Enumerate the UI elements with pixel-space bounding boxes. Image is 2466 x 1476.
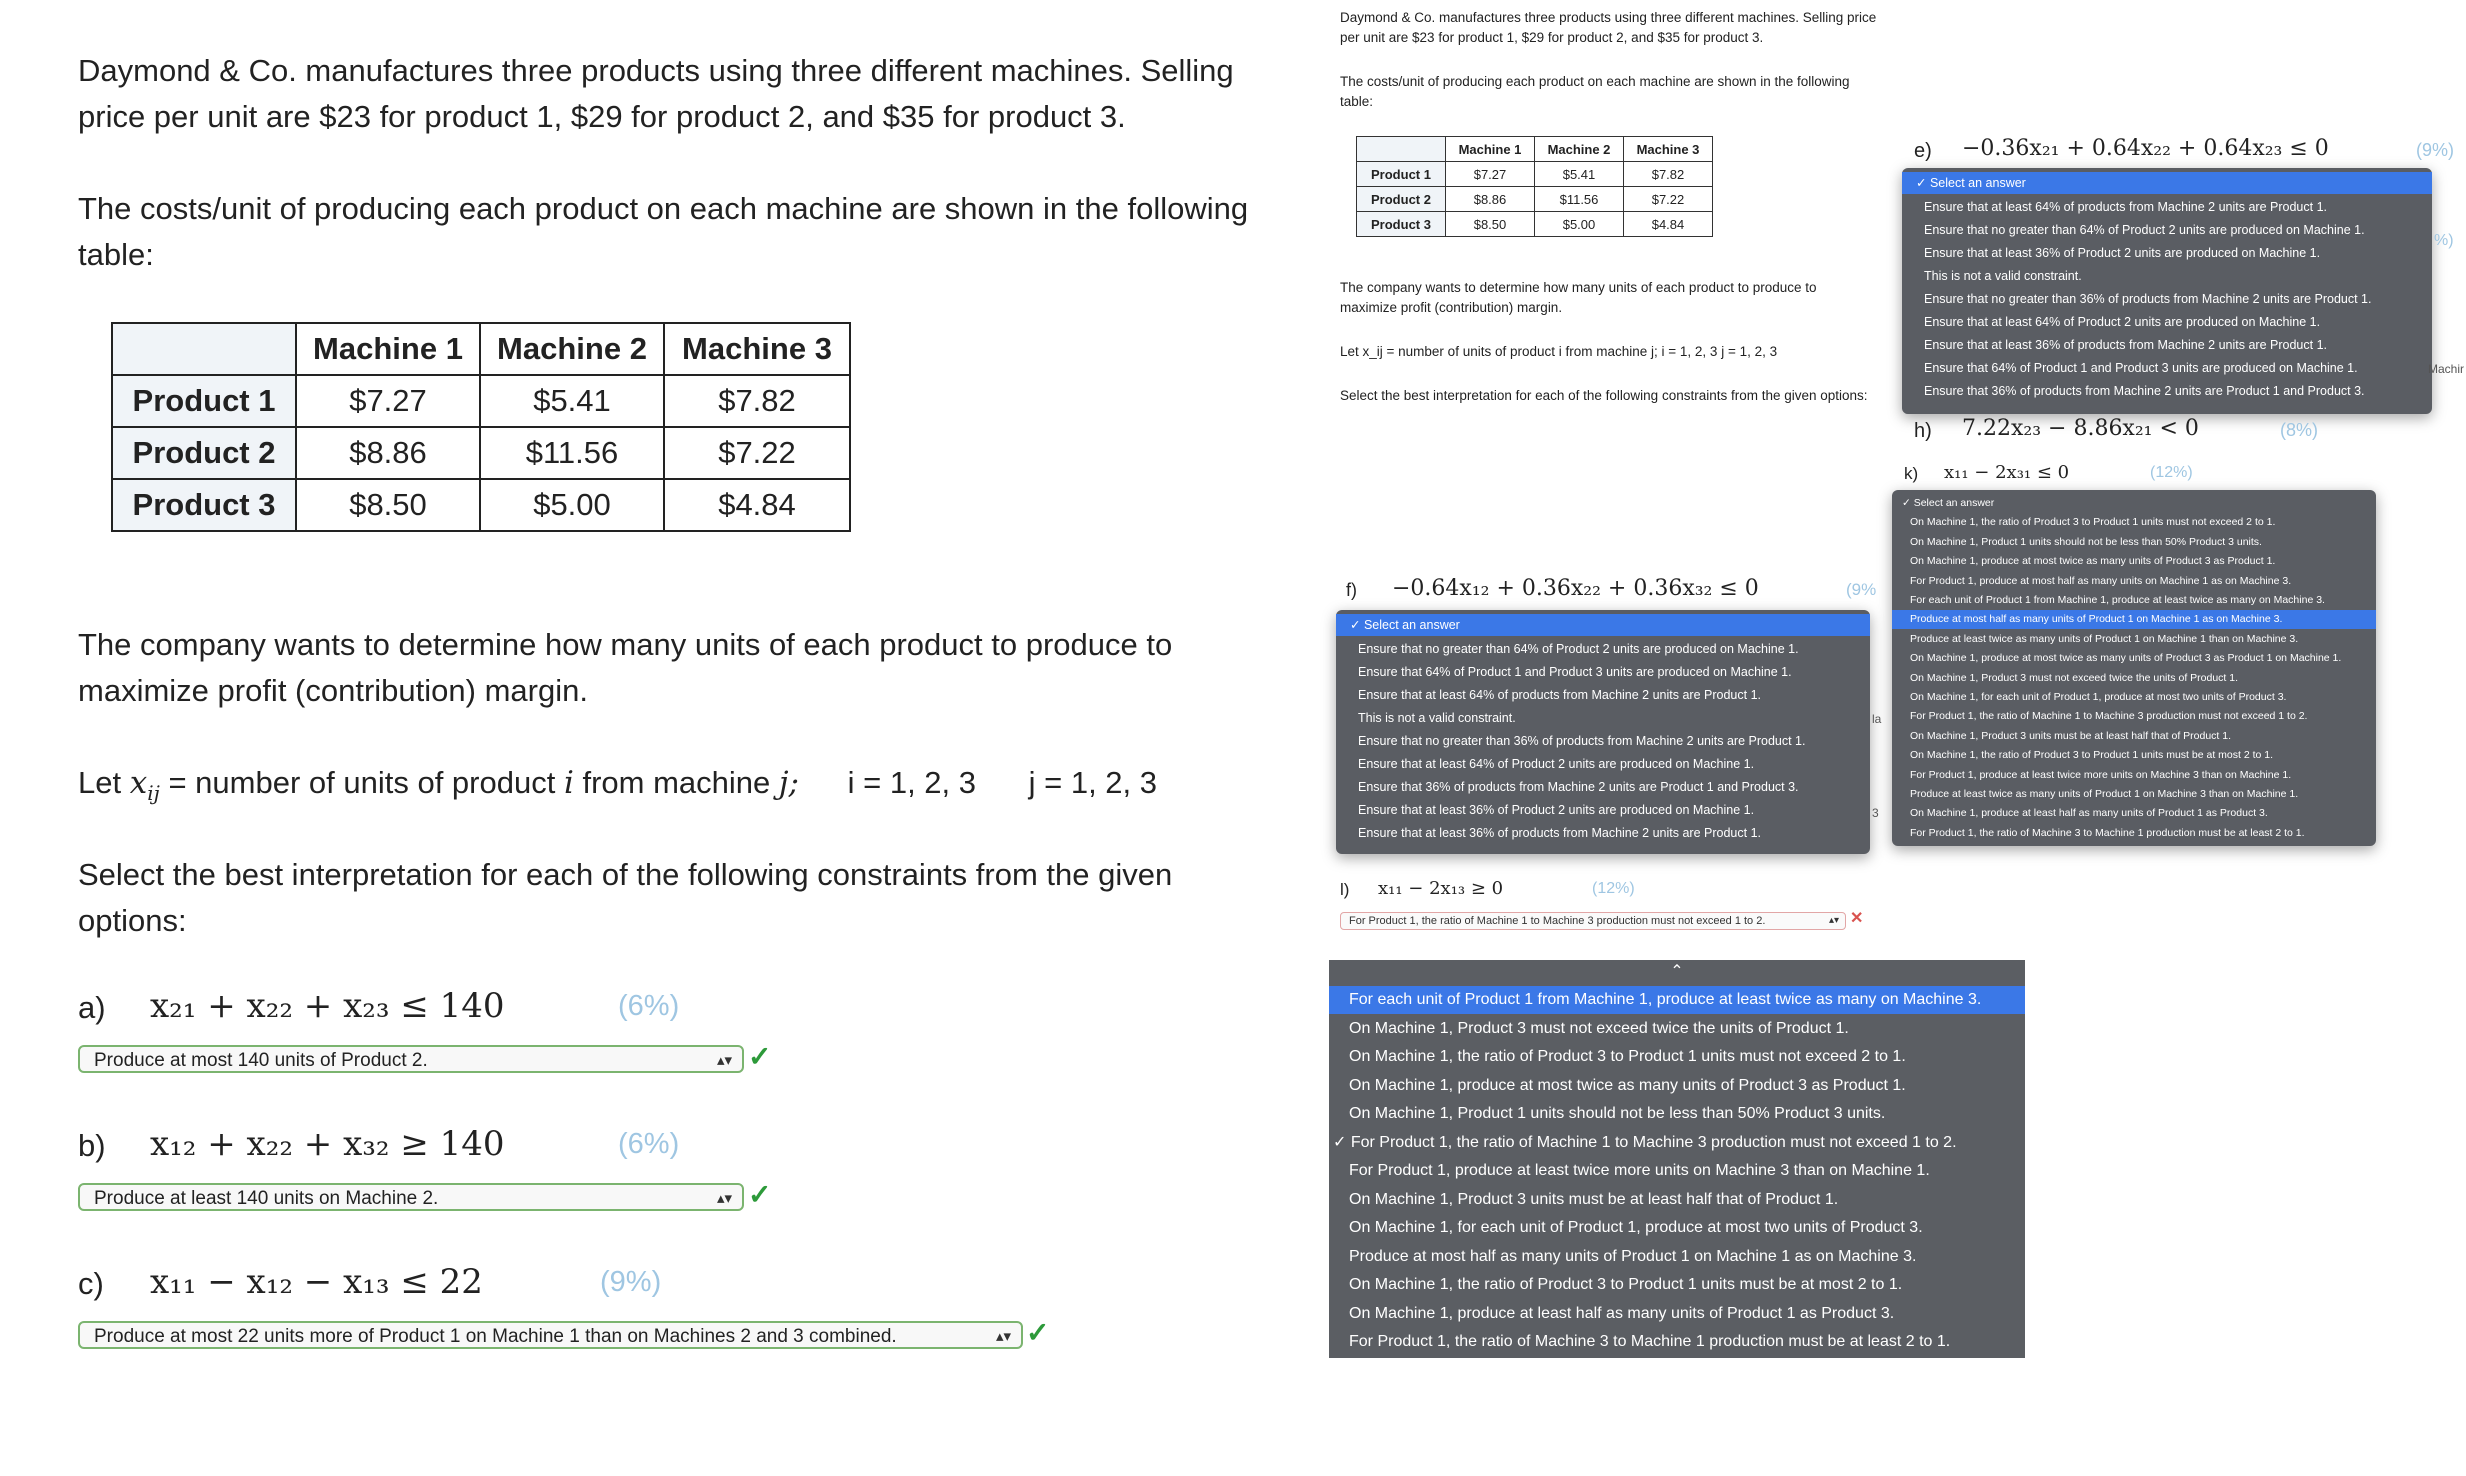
table-row: Product 1 $7.27 $5.41 $7.82	[1357, 162, 1713, 187]
row-label: Product 1	[112, 375, 296, 427]
dropdown-option[interactable]: On Machine 1, Product 1 units should not be less than 50% Product 3 units.	[1910, 535, 2262, 548]
right-intro: Daymond & Co. manufactures three products using three different machines. Selling price per unit are $23 for product 1, $29 for product 2, and $35 for product 3.	[1340, 10, 1877, 45]
dropdown-option[interactable]: Ensure that no greater than 64% of Product 2 units are produced on Machine 1.	[1924, 223, 2365, 237]
dropdown-option[interactable]: Ensure that at least 64% of products from Machine 2 units are Product 1.	[1924, 200, 2327, 214]
dropdown-option[interactable]: Ensure that 36% of products from Machine 2 units are Product 1 and Product 3.	[1358, 780, 1799, 794]
dropdown-option[interactable]: On Machine 1, for each unit of Product 1, produce at most two units of Product 3.	[1910, 691, 2287, 703]
dropdown-option[interactable]: On Machine 1, the ratio of Product 3 to Product 1 units must not exceed 2 to 1.	[1349, 1048, 1906, 1065]
select-arrows-icon: ▴▾	[716, 1052, 732, 1069]
weight-percent: (9%)	[600, 1266, 662, 1298]
dropdown-l-expanded[interactable]	[1329, 960, 2025, 1358]
weight-percent-f: (9%	[1846, 580, 1877, 599]
table-header-row	[112, 323, 850, 375]
dropdown-option[interactable]: Produce at most half as many units of Product 1 on Machine 1 as on Machine 3.	[1349, 1247, 1917, 1265]
i-range: i = 1, 2, 3	[847, 765, 976, 800]
select-arrows-icon: ▴▾	[995, 1328, 1011, 1345]
edge-fragment: Machir	[2428, 362, 2465, 376]
table-corner-cell	[112, 323, 296, 375]
variable-definition: Let $x_{ij}$ = number of units of product i from machine j; i = 1, 2, 3 j = 1, 2, 3	[78, 765, 1158, 806]
table-header-cell: Machine 1	[1446, 137, 1535, 162]
dropdown-option[interactable]: For Product 1, produce at least twice more units on Machine 3 than on Machine 1.	[1910, 768, 2292, 781]
constraint-expression-e: −0.36x₂₁ + 0.64x₂₂ + 0.64x₂₃ ≤ 0	[1962, 136, 2329, 161]
weight-percent-k: (12%)	[2150, 464, 2193, 481]
answer-select-l[interactable]: For Product 1, the ratio of Machine 1 to Machine 3 production must not exceed 1 to 2. ▴▾	[1340, 912, 1846, 930]
question-label: b)	[78, 1128, 106, 1163]
table-row: Product 3 $8.50 $5.00 $4.84	[1357, 212, 1713, 237]
dropdown-option[interactable]: Ensure that at least 64% of Product 2 units are produced on Machine 1.	[1924, 315, 2321, 329]
edge-fragment: 3	[1872, 806, 1879, 820]
dropdown-option[interactable]: ✓ Select an answer	[1902, 497, 1995, 509]
weight-percent: (6%)	[618, 990, 680, 1022]
dropdown-option[interactable]: Ensure that at least 64% of Product 2 units are produced on Machine 1.	[1358, 757, 1755, 771]
check-icon: ✓	[748, 1041, 772, 1072]
dropdown-option[interactable]: For each unit of Product 1 from Machine 1, produce at least twice as many on Machine 3.	[1329, 986, 2025, 1014]
table-header-cell: Machine 2	[480, 323, 664, 375]
dropdown-option[interactable]: Ensure that at least 64% of products from Machine 2 units are Product 1.	[1358, 688, 1761, 702]
constraint-expression: x₁₂ + x₂₂ + x₃₂ ≥ 140	[150, 1124, 505, 1164]
table-header-cell: Machine 3	[1624, 137, 1713, 162]
table-cell: $5.00	[480, 479, 664, 531]
dropdown-e[interactable]	[1902, 168, 2432, 414]
dropdown-option[interactable]: For Product 1, the ratio of Machine 3 to Machine 1 production must be at least 2 to 1.	[1910, 826, 2305, 839]
dropdown-option[interactable]: For each unit of Product 1 from Machine 1, produce at least twice as many on Machine 3.	[1910, 594, 2325, 606]
constraint-expression-k: x₁₁ − 2x₃₁ ≤ 0	[1944, 462, 2070, 483]
dropdown-option[interactable]: ✓ Select an answer	[1902, 172, 2432, 194]
right-goal: The company wants to determine how many units of each product to produce to maximize profit (contribution) margin.	[1340, 280, 1817, 315]
dropdown-option[interactable]: For Product 1, produce at most half as many units on Machine 1 as on Machine 3.	[1910, 574, 2292, 587]
table-cell: $5.41	[480, 375, 664, 427]
dropdown-option[interactable]: This is not a valid constraint.	[1924, 269, 2082, 283]
dropdown-option[interactable]: For Product 1, the ratio of Machine 3 to Machine 1 production must be at least 2 to 1.	[1349, 1333, 1951, 1350]
dropdown-option[interactable]: Ensure that no greater than 36% of products from Machine 2 units are Product 1.	[1924, 292, 2372, 306]
dropdown-option[interactable]: Ensure that at least 36% of Product 2 units are produced on Machine 1.	[1358, 803, 1755, 817]
question-label-h: h)	[1914, 420, 1932, 442]
answer-select[interactable]: Produce at most 22 units more of Product 1 on Machine 1 than on Machines 2 and 3 combined. ▴▾	[78, 1321, 1023, 1349]
table-row	[112, 427, 850, 479]
dropdown-option[interactable]: On Machine 1, produce at most twice as many units of Product 3 as Product 1 on Machine 1.	[1910, 652, 2342, 665]
edge-fragment: %)	[2434, 232, 2454, 249]
dropdown-option[interactable]: ✓ For Product 1, the ratio of Machine 1 to Machine 3 production must not exceed 1 to 2.	[1333, 1133, 1957, 1151]
dropdown-option[interactable]: For Product 1, produce at least twice more units on Machine 3 than on Machine 1.	[1349, 1162, 1930, 1179]
dropdown-option[interactable]: On Machine 1, the ratio of Product 3 to Product 1 units must be at most 2 to 1.	[1349, 1276, 1903, 1293]
scroll-up-icon[interactable]: ⌃	[1670, 963, 1684, 980]
weight-percent-e: (9%)	[2416, 140, 2455, 160]
dropdown-option[interactable]: ✓ Select an answer	[1336, 614, 1870, 636]
row-label: Product 2	[112, 427, 296, 479]
dropdown-option[interactable]: On Machine 1, the ratio of Product 3 to Product 1 units must be at most 2 to 1.	[1910, 749, 2274, 762]
dropdown-option[interactable]: Ensure that 64% of Product 1 and Product 3 units are produced on Machine 1.	[1924, 361, 2358, 375]
dropdown-option[interactable]: On Machine 1, Product 1 units should not be less than 50% Product 3 units.	[1349, 1105, 1886, 1122]
dropdown-option[interactable]: On Machine 1, Product 3 units must be at least half that of Product 1.	[1349, 1190, 1839, 1208]
goal-text: The company wants to determine how many units of each product to produce to maximize profit (contribution) margin.	[78, 627, 1173, 708]
table-row: Product 2 $8.86 $11.56 $7.22	[1357, 187, 1713, 212]
right-cost-table	[1356, 136, 1713, 237]
constraint-expression: x₂₁ + x₂₂ + x₂₃ ≤ 140	[150, 986, 505, 1026]
table-header-cell: Machine 1	[296, 323, 480, 375]
cost-table	[111, 322, 851, 532]
dropdown-option[interactable]: On Machine 1, produce at most twice as many units of Product 3 as Product 1.	[1349, 1076, 1906, 1094]
table-cell: $7.27	[296, 375, 480, 427]
table-row	[112, 479, 850, 531]
select-arrows-icon: ▴▾	[1828, 915, 1839, 926]
right-instruction: Select the best interpretation for each of the following constraints from the given options:	[1340, 388, 1868, 403]
dropdown-option[interactable]: On Machine 1, Product 3 must not exceed twice the units of Product 1.	[1349, 1019, 1849, 1037]
answer-select[interactable]: Produce at most 140 units of Product 2. ▴▾	[78, 1045, 744, 1073]
j-range: j = 1, 2, 3	[1028, 765, 1158, 800]
constraint-expression-h: 7.22x₂₃ − 8.86x₂₁ < 0	[1962, 416, 2199, 441]
weight-percent-l: (12%)	[1592, 880, 1635, 897]
weight-percent-h: (8%)	[2280, 420, 2319, 440]
dropdown-option[interactable]: Ensure that 36% of products from Machine 2 units are Product 1 and Product 3.	[1924, 384, 2365, 398]
dropdown-option[interactable]: On Machine 1, produce at most twice as many units of Product 3 as Product 1.	[1910, 555, 2276, 568]
dropdown-k[interactable]	[1892, 490, 2376, 846]
question-label: c)	[78, 1266, 104, 1301]
dropdown-option[interactable]: For Product 1, the ratio of Machine 1 to Machine 3 production must not exceed 1 to 2.	[1910, 710, 2308, 723]
dropdown-option[interactable]: Produce at least twice as many units of Product 1 on Machine 3 than on Machine 1.	[1910, 788, 2299, 800]
dropdown-option[interactable]: Ensure that no greater than 36% of products from Machine 2 units are Product 1.	[1358, 734, 1806, 748]
dropdown-option[interactable]: Ensure that 64% of Product 1 and Product 3 units are produced on Machine 1.	[1358, 665, 1792, 679]
constraint-expression: x₁₁ − x₁₂ − x₁₃ ≤ 22	[150, 1262, 483, 1302]
row-label: Product 3	[112, 479, 296, 531]
weight-percent: (6%)	[618, 1128, 680, 1160]
edge-fragment: la	[1872, 712, 1882, 726]
dropdown-option[interactable]: Ensure that no greater than 64% of Product 2 units are produced on Machine 1.	[1358, 642, 1799, 656]
dropdown-option[interactable]: Ensure that at least 36% of products from Machine 2 units are Product 1.	[1924, 338, 2327, 352]
cross-icon: ✕	[1850, 910, 1864, 927]
dropdown-option[interactable]: On Machine 1, Product 3 units must be at least half that of Product 1.	[1910, 729, 2232, 742]
right-let-line: Let x_ij = number of units of product i from machine j; i = 1, 2, 3 j = 1, 2, 3	[1340, 344, 1778, 359]
table-cell: $7.22	[664, 427, 850, 479]
question-label: a)	[78, 990, 106, 1025]
question-label-e: e)	[1914, 140, 1932, 162]
dropdown-option[interactable]: Produce at most half as many units of Product 1 on Machine 1 as on Machine 3.	[1892, 610, 2376, 629]
question-label-k: k)	[1904, 464, 1919, 483]
dropdown-option[interactable]: Ensure that at least 36% of products from Machine 2 units are Product 1.	[1358, 826, 1761, 840]
table-row	[112, 375, 850, 427]
question-label-l: l)	[1340, 880, 1350, 899]
dropdown-option[interactable]: This is not a valid constraint.	[1358, 711, 1516, 725]
table-header-cell: Machine 3	[664, 323, 850, 375]
table-intro: The costs/unit of producing each product on each machine are shown in the following table:	[78, 191, 1249, 272]
constraint-expression-l: x₁₁ − 2x₁₃ ≥ 0	[1378, 878, 1504, 899]
dropdown-option[interactable]: On Machine 1, produce at least half as many units of Product 1 as Product 3.	[1349, 1304, 1895, 1322]
table-cell: $8.50	[296, 479, 480, 531]
dropdown-f[interactable]	[1336, 610, 1870, 854]
table-header-cell: Machine 2	[1535, 137, 1624, 162]
table-cell: $4.84	[664, 479, 850, 531]
dropdown-option[interactable]: Ensure that at least 36% of Product 2 units are produced on Machine 1.	[1924, 246, 2321, 260]
dropdown-option[interactable]: On Machine 1, the ratio of Product 3 to Product 1 units must not exceed 2 to 1.	[1910, 516, 2276, 529]
dropdown-option[interactable]: On Machine 1, Product 3 must not exceed twice the units of Product 1.	[1910, 671, 2239, 684]
check-icon: ✓	[1026, 1317, 1050, 1348]
answer-select[interactable]: Produce at least 140 units on Machine 2. ▴▾	[78, 1183, 744, 1211]
instruction-text: Select the best interpretation for each of the following constraints from the given options:	[78, 857, 1173, 938]
question-label-f: f)	[1346, 580, 1357, 600]
constraint-expression-f: −0.64x₁₂ + 0.36x₂₂ + 0.36x₃₂ ≤ 0	[1392, 576, 1759, 601]
dropdown-option[interactable]: On Machine 1, for each unit of Product 1, produce at most two units of Product 3.	[1349, 1219, 1923, 1236]
check-icon: ✓	[748, 1179, 772, 1210]
table-cell: $7.82	[664, 375, 850, 427]
table-cell: $11.56	[480, 427, 664, 479]
select-arrows-icon: ▴▾	[716, 1190, 732, 1207]
problem-intro: Daymond & Co. manufactures three products using three different machines. Selling price per unit are $23 for product 1, $29 for product 2, and $35 for product 3.	[78, 53, 1234, 134]
dropdown-option[interactable]: Produce at least twice as many units of Product 1 on Machine 1 than on Machine 3.	[1910, 632, 2299, 645]
right-table-intro: The costs/unit of producing each product on each machine are shown in the following table:	[1340, 74, 1850, 109]
dropdown-option[interactable]: On Machine 1, produce at least half as many units of Product 1 as Product 3.	[1910, 807, 2268, 820]
table-cell: $8.86	[296, 427, 480, 479]
